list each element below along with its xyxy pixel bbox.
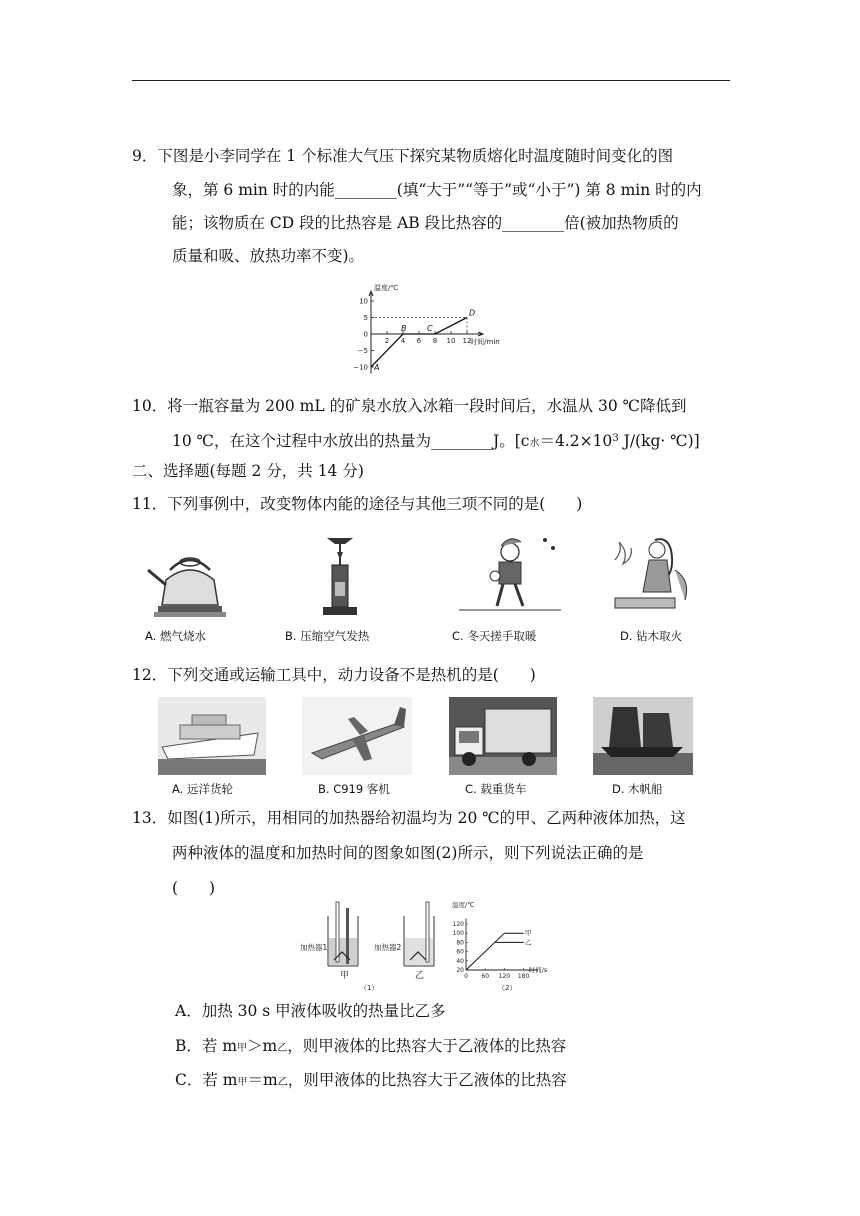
q11-stem: 11．下列事例中，改变物体内能的途径与其他三项不同的是( ) (132, 495, 583, 513)
q10-line2-b: ＝4.2×10 (539, 432, 613, 450)
heater2-label: 加热器2 (374, 943, 402, 952)
q12-caption-a: A. 远洋货轮 (172, 782, 233, 796)
yi-label: 乙 (415, 971, 425, 981)
q13-x-tick-label: 0 (464, 973, 468, 980)
q13-line3: ( ) (172, 879, 216, 897)
q13-c-mid: ＝m (247, 1071, 278, 1089)
q13-x-tick-label: 60 (481, 973, 490, 980)
x-axis-label: 时间/min (470, 338, 500, 346)
y-axis-label: 温度/℃ (374, 284, 399, 292)
rubbing-hands-picture (455, 530, 565, 620)
q13-option-c (175, 1070, 567, 1093)
q13-b-mid: ＞m (247, 1037, 278, 1055)
series-jia-line (466, 933, 524, 970)
q13-y-tick-label: 120 (452, 921, 464, 928)
q13-b-pre: B．若 m (175, 1037, 238, 1055)
q11-caption-d: D. 钻木取火 (620, 629, 683, 643)
q13-y-label: 温度/℃ (452, 901, 475, 909)
x-tick-label: 6 (416, 337, 422, 345)
wooden-sailboat-picture (593, 697, 693, 775)
c919-airliner-picture (302, 697, 412, 775)
q13-y-tick-label: 20 (456, 967, 464, 974)
q9-line2: 象，第 6 min 时的内能________(填“大于”“等于”或“小于”) 第 8 min 时的内 (172, 181, 702, 199)
y-tick-label: −5 (357, 347, 368, 355)
y-tick-label: 5 (363, 314, 368, 322)
jia-label: 甲 (340, 971, 350, 981)
q12-stem: 12．下列交通或运输工具中，动力设备不是热机的是( ) (132, 666, 536, 684)
q11-caption-b: B. 压缩空气发热 (285, 629, 370, 643)
q10-line2-c: J/(kg· ℃)] (618, 432, 700, 450)
q13-line2: 两种液体的温度和加热时间的图象如图(2)所示，则下列说法正确的是 (172, 844, 644, 862)
q13-y-tick-label: 40 (456, 957, 464, 965)
drilling-wood-fire-picture (605, 530, 695, 620)
header-rule (132, 80, 730, 81)
x-tick-label: 12 (462, 337, 472, 345)
q12-caption-d: D. 木帆船 (612, 782, 663, 796)
q13-b-sub-jia: 甲 (237, 1043, 248, 1054)
kettle-picture (140, 530, 240, 620)
air-compression-picture (305, 530, 375, 620)
q13-c-pre: C．若 m (175, 1071, 238, 1089)
q13-b-sub-yi: 乙 (277, 1043, 288, 1054)
q13-c-sub-jia: 甲 (237, 1077, 248, 1088)
q12-caption-c: C. 载重货车 (465, 782, 527, 796)
q13-y-tick-label: 60 (456, 948, 464, 956)
q13-line1: 13．如图(1)所示，用相同的加热器给初温均为 20 ℃的甲、乙两种液体加热，这 (132, 809, 686, 827)
q10-line2 (172, 429, 700, 454)
beaker-jia (328, 902, 358, 966)
q13-c-post: ，则甲液体的比热容大于乙液体的比热容 (287, 1071, 567, 1089)
q13-x-tick-label: 120 (498, 973, 511, 980)
q13-c-sub-yi: 乙 (277, 1077, 288, 1088)
q10-line1: 10．将一瓶容量为 200 mL 的矿泉水放入冰箱一段时间后，水温从 30 ℃降低到 (132, 397, 687, 415)
q9-line3: 能；该物质在 CD 段的比热容是 AB 段比热容的________倍(被加热物质的 (172, 214, 679, 232)
x-tick-label: 2 (384, 337, 390, 345)
x-tick-label: 4 (400, 337, 406, 345)
point-label-A: A (374, 363, 380, 372)
heavy-truck-picture (449, 697, 557, 775)
point-label-B: B (401, 324, 407, 333)
q11-caption-a: A. 燃气烧水 (145, 629, 206, 643)
fig2-label: （2） (498, 984, 517, 992)
y-tick-label: 0 (363, 330, 368, 339)
x-tick-label: 10 (446, 337, 456, 345)
section-2-title: 二、选择题(每题 2 分，共 14 分) (132, 462, 364, 480)
q13-option-b (175, 1036, 566, 1059)
q13-y-tick-label: 80 (456, 939, 464, 947)
q13-y-tick-label: 100 (452, 930, 464, 938)
heater1-label: 加热器1 (300, 943, 328, 952)
q13-b-post: ，则甲液体的比热容大于乙液体的比热容 (287, 1037, 567, 1055)
q13-x-label: 时间/s (528, 966, 548, 974)
x-tick-label: 8 (432, 337, 438, 345)
series-jia-label: 甲 (524, 929, 532, 938)
q11-caption-c: C. 冬天搓手取暖 (452, 629, 537, 643)
beaker-yi (404, 902, 434, 966)
series-yi-label: 乙 (524, 938, 532, 947)
fig1-label: （1） (360, 984, 379, 992)
q9-line1: 9．下图是小李同学在 1 个标准大气压下探究某物质熔化时温度随时间变化的图 (132, 147, 674, 165)
y-tick-label: 10 (359, 297, 368, 306)
ocean-liner-picture (158, 697, 266, 775)
q13-option-a: A．加热 30 s 甲液体吸收的热量比乙多 (175, 1002, 446, 1020)
point-label-D: D (469, 308, 476, 318)
q10-sub-water: 水 (529, 438, 540, 449)
q10-line2-a: 10 ℃，在这个过程中水放出的热量为________J。[c (172, 432, 530, 450)
q10-sup-3: 3 (612, 433, 619, 444)
q12-caption-b: B. C919 客机 (318, 782, 390, 796)
q9-temperature-chart (338, 282, 528, 374)
q13-x-tick-label: 180 (517, 973, 530, 980)
q9-line4: 质量和吸、放热功率不变)。 (172, 247, 365, 265)
q13-figure (298, 900, 562, 994)
y-tick-label: −10 (353, 363, 368, 372)
point-label-C: C (427, 324, 433, 333)
